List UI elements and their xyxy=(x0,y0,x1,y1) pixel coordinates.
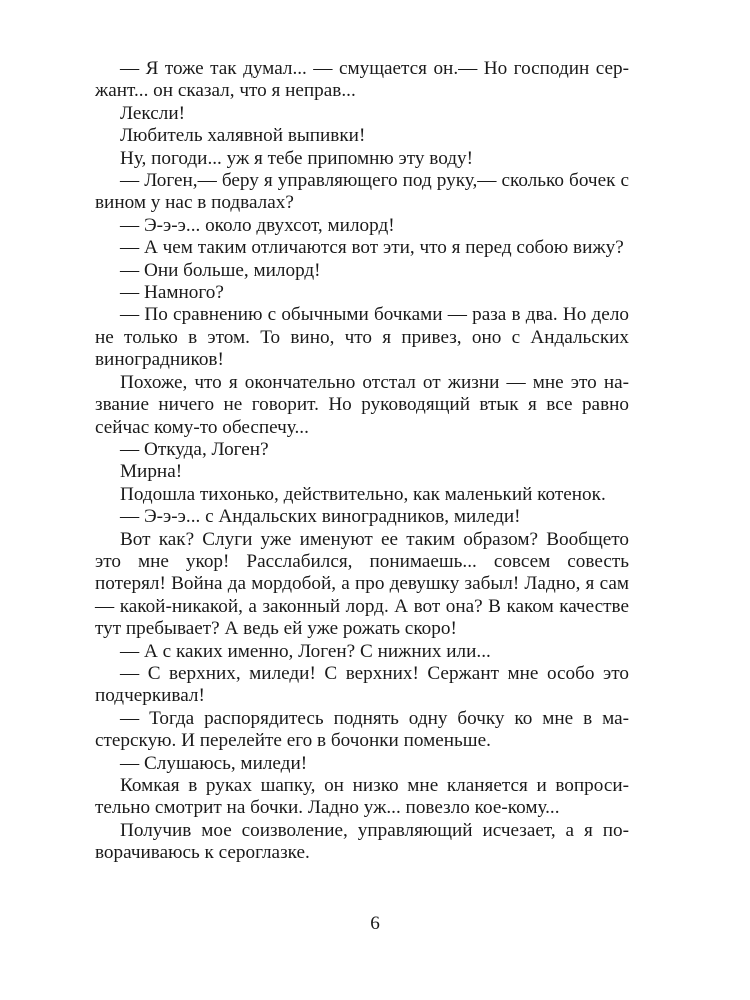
paragraph: — А с каких именно, Логен? С нижних или... xyxy=(120,640,491,662)
paragraph: — Они больше, милорд! xyxy=(120,259,321,281)
paragraph: — Э-э-э... с Андальских виноградников, миледи! xyxy=(120,506,521,528)
paragraph: — Слушаюсь, миледи! xyxy=(120,752,308,774)
paragraph: — По сравнению с обычными бочками — раза в два. Но дело не только в этом. То вино, что я привез, оно с Андальских виноградников! xyxy=(95,304,629,371)
paragraph: Любитель халявной выпивки! xyxy=(120,125,366,147)
paragraph: Комкая в руках шапку, он низко мне кланяется и вопросительно смотрит на бочки. Ладно уж... повезло кое-кому... xyxy=(95,775,629,819)
paragraph: — Логен,— беру я управляющего под руку,— сколько бочек с вином у нас в подвалах? xyxy=(95,170,629,214)
paragraph: Получив мое соизволение, управляющий исчезает, а я поворачиваюсь к сероглазке. xyxy=(95,819,629,864)
paragraph: — Откуда, Логен? xyxy=(120,438,269,460)
paragraph: — Намного? xyxy=(120,282,224,304)
paragraph: — С верхних, миледи! С верхних! Сержант мне особо это подчеркивал! xyxy=(95,662,629,707)
paragraph: Похоже, что я окончательно отстал от жизни — мне это название ничего не говорит. Но руководящий втык я все равно сейчас кому-то обеспечу... xyxy=(95,371,629,438)
paragraph: — Тогда распорядитесь поднять одну бочку ко мне в мастерскую. И перелейте его в бочонки поменьше. xyxy=(95,707,629,752)
paragraph: Лексли! xyxy=(120,102,185,124)
paragraph: — А чем таким отличаются вот эти, что я перед собою вижу? xyxy=(120,237,624,259)
paragraph: Мирна! xyxy=(120,461,183,483)
paragraph: Подошла тихонько, действительно, как маленький котенок. xyxy=(120,483,606,505)
paragraph: Вот как? Слуги уже именуют ее таким образом? Вообщето это мне укор! Расслабился, понимаешь... совсем совесть потерял! Война да мордобой, а про девушку забыл! Ладно, я сам — какой-никакой, а законный лорд. А вот она? В каком качестве тут пребывает? А ведь ей уже рожать скоро! xyxy=(95,528,629,640)
body-text xyxy=(95,58,629,865)
paragraph: — Э-э-э... около двухсот, милорд! xyxy=(120,214,395,236)
paragraph: — Я тоже так думал... — смущается он.— Но господин сержант... он сказал, что я неправ... xyxy=(95,58,629,102)
page-number: 6 xyxy=(370,913,380,934)
paragraph: Ну, погоди... уж я тебе припомню эту воду! xyxy=(120,147,474,169)
